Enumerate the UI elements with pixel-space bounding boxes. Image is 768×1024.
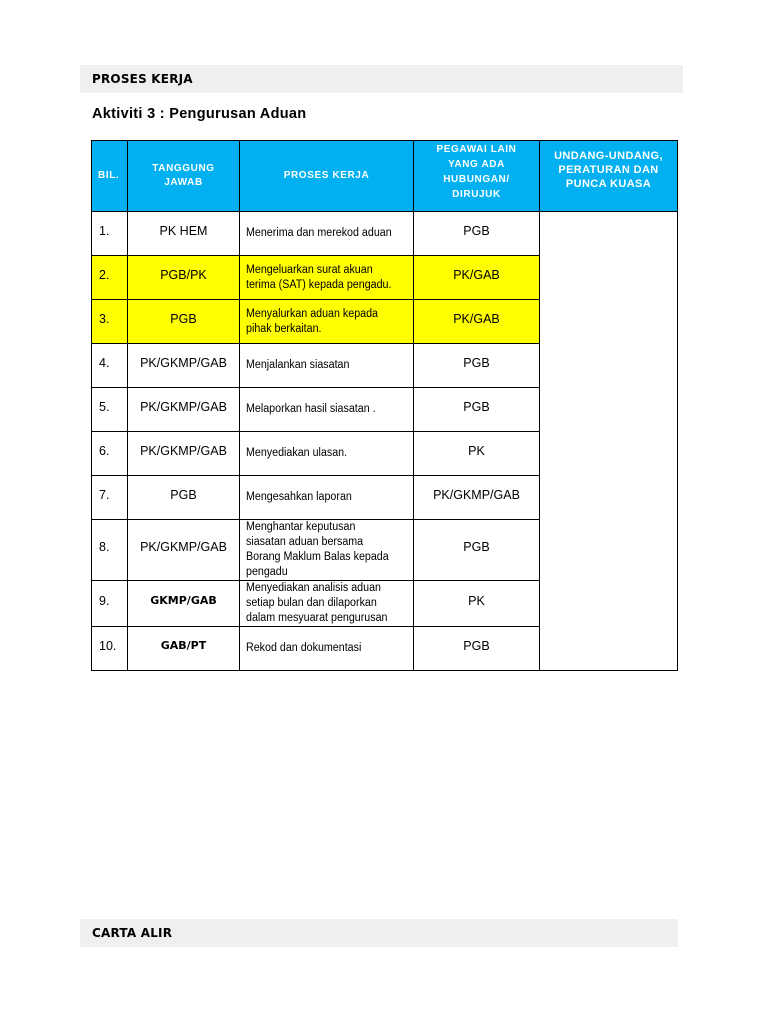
proses-line-text: Menjalankan siasatan (246, 359, 350, 371)
proses-line (246, 278, 409, 293)
row-tanggung-jawab: GAB/PT (128, 627, 240, 671)
proses-line-text: pengadu (246, 566, 288, 578)
row-number: 8. (92, 520, 128, 581)
row-number: 2. (92, 256, 128, 300)
row-pegawai: PGB (414, 388, 540, 432)
proses-line (246, 307, 409, 322)
proses-line (246, 550, 409, 565)
row-tanggung-jawab: PK/GKMP/GAB (128, 388, 240, 432)
proses-line-text: pihak berkaitan. (246, 322, 322, 335)
header-line: DIRUJUK (452, 189, 501, 200)
header-line: PUNCA KUASA (565, 178, 652, 190)
header-line: YANG ADA (448, 159, 505, 170)
row-tanggung-jawab: GKMP/GAB (128, 581, 240, 627)
proses-line (246, 490, 409, 505)
proses-line-text: Mengeluarkan surat akuan (246, 263, 373, 276)
proses-line (246, 581, 409, 596)
proses-line-text: siasatan aduan bersama (246, 536, 364, 548)
proses-line-text: Menghantar keputusan (246, 521, 356, 533)
header-line: HUBUNGAN/ (443, 174, 510, 185)
proses-line (246, 358, 409, 373)
row-number: 10. (92, 627, 128, 671)
proses-line-text: Menerima dan merekod aduan (246, 227, 392, 239)
table-header-row (92, 141, 678, 212)
proses-line-text: Menyediakan ulasan. (246, 447, 348, 459)
row-number: 1. (92, 212, 128, 256)
proses-line (246, 402, 409, 417)
proses-line (246, 641, 409, 656)
table-row (92, 212, 678, 256)
section-title: PROSES KERJA (92, 72, 193, 86)
proses-line-text: setiap bulan dan dilaporkan (246, 597, 377, 609)
row-number: 5. (92, 388, 128, 432)
proses-line-text: Melaporkan hasil siasatan . (246, 403, 376, 415)
proses-line (246, 565, 409, 580)
proses-line (246, 520, 409, 535)
row-number: 4. (92, 344, 128, 388)
row-pegawai: PK (414, 432, 540, 476)
section-bar-carta-alir (80, 919, 678, 947)
header-proses-kerja: PROSES KERJA (240, 141, 414, 212)
proses-line (246, 322, 409, 337)
row-pegawai: PGB (414, 344, 540, 388)
row-proses-kerja (240, 432, 414, 476)
row-proses-kerja (240, 344, 414, 388)
section-bar-proses-kerja (80, 65, 683, 93)
row-proses-kerja (240, 256, 414, 300)
proses-line-text: dalam mesyuarat pengurusan (246, 612, 388, 624)
row-tanggung-jawab: PGB/PK (128, 256, 240, 300)
process-table (91, 140, 678, 671)
proses-line (246, 263, 409, 278)
header-line: UNDANG-UNDANG, (554, 150, 663, 162)
header-tanggung-jawab (128, 141, 240, 212)
undang-undang-cell (540, 212, 678, 671)
row-number: 3. (92, 300, 128, 344)
proses-line-text: Borang Maklum Balas kepada (246, 551, 389, 563)
row-proses-kerja (240, 476, 414, 520)
row-number: 9. (92, 581, 128, 627)
section-title: CARTA ALIR (92, 926, 173, 940)
row-tanggung-jawab: PK/GKMP/GAB (128, 520, 240, 581)
row-tanggung-jawab: PK/GKMP/GAB (128, 344, 240, 388)
row-number: 6. (92, 432, 128, 476)
row-proses-kerja (240, 581, 414, 627)
row-pegawai: PK (414, 581, 540, 627)
row-proses-kerja (240, 300, 414, 344)
row-pegawai: PGB (414, 212, 540, 256)
row-pegawai: PK/GKMP/GAB (414, 476, 540, 520)
row-pegawai: PK/GAB (414, 300, 540, 344)
proses-line-text: Menyediakan analisis aduan (246, 582, 381, 594)
proses-line-text: Menyalurkan aduan kepada (246, 307, 379, 320)
row-tanggung-jawab: PGB (128, 300, 240, 344)
proses-line-text: Mengesahkan laporan (246, 491, 352, 503)
proses-line (246, 226, 409, 241)
proses-line (246, 596, 409, 611)
activity-title: Aktiviti 3 : Pengurusan Aduan (92, 106, 307, 122)
proses-line-text: Rekod dan dokumentasi (246, 642, 362, 654)
proses-line (246, 535, 409, 550)
row-number: 7. (92, 476, 128, 520)
proses-line (246, 611, 409, 626)
row-tanggung-jawab: PK HEM (128, 212, 240, 256)
header-line: PEGAWAI LAIN (436, 144, 517, 155)
header-line: TANGGUNG (152, 163, 215, 174)
row-tanggung-jawab: PGB (128, 476, 240, 520)
row-tanggung-jawab: PK/GKMP/GAB (128, 432, 240, 476)
proses-line-text: terima (SAT) kepada pengadu. (246, 278, 392, 291)
row-pegawai: PGB (414, 520, 540, 581)
row-pegawai: PK/GAB (414, 256, 540, 300)
header-bil: BIL. (92, 141, 128, 212)
header-line: JAWAB (164, 177, 203, 188)
proses-line (246, 446, 409, 461)
row-proses-kerja (240, 627, 414, 671)
row-proses-kerja (240, 388, 414, 432)
header-line: PERATURAN DAN (558, 164, 659, 176)
row-proses-kerja (240, 212, 414, 256)
row-pegawai: PGB (414, 627, 540, 671)
header-undang (540, 141, 678, 212)
header-pegawai (414, 141, 540, 212)
row-proses-kerja (240, 520, 414, 581)
